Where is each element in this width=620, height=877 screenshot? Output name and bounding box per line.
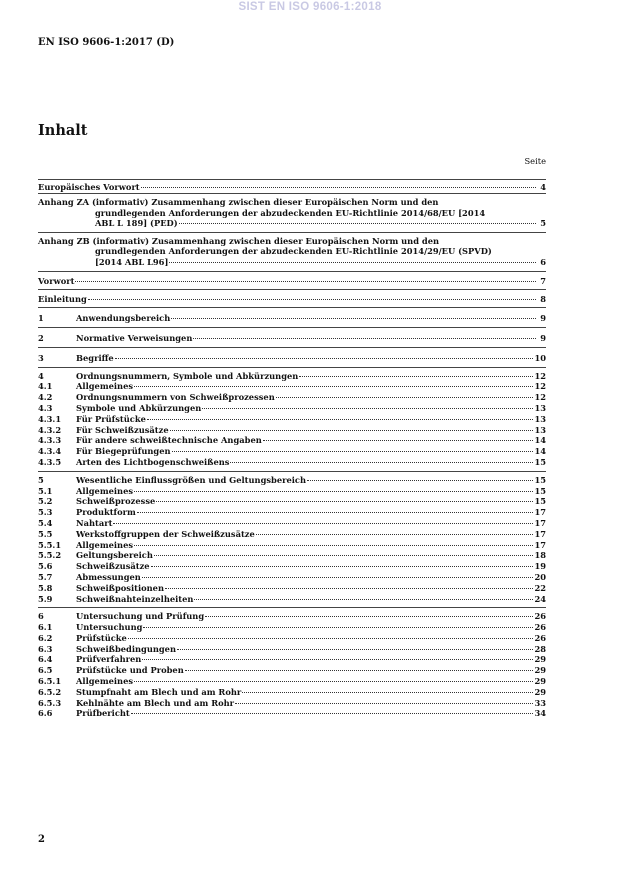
annex-za-line1: Anhang ZA (informativ) Zusammenhang zwischen dieser Europäischen Norm und den [38,197,439,207]
section-title: Schweißprozesse [76,496,156,507]
section-page: 14 [534,435,546,446]
toc-entry[interactable] [38,507,546,518]
section-title: Allgemeines [76,381,134,392]
section-title: Normative Verweisungen [76,332,193,343]
section-page: 29 [534,654,546,665]
section-number: 3 [38,352,44,363]
toc-entry-title: Einleitung [38,293,87,304]
section-page: 20 [534,571,546,582]
toc-entry-title: Europäisches Vorwort [38,182,140,192]
toc-entry[interactable] [38,583,546,594]
section-title: Schweißzusätze [76,561,150,572]
section-title: Für Biegeprüfungen [76,446,171,457]
toc-entry-annex-za[interactable] [38,194,546,229]
section-title: Werkstoffgruppen der Schweißzusätze [76,528,255,539]
toc-entry[interactable] [38,446,546,457]
section-number: 6.2 [38,632,53,643]
toc-entry[interactable] [38,698,546,709]
toc-entry[interactable] [38,475,546,486]
section-number: 5.9 [38,593,53,604]
section-page: 15 [534,496,546,507]
section-number: 4.3.5 [38,456,62,467]
section-title: Für Schweißzusätze [76,424,169,435]
section-page: 26 [534,632,546,643]
section-number: 6.5.3 [38,697,62,708]
toc-entry[interactable] [38,572,546,583]
section-number: 6.3 [38,643,53,654]
section-title: Abmessungen [76,571,141,582]
page-number: 2 [38,834,45,845]
section-page: 14 [534,446,546,457]
section-page: 18 [534,550,546,561]
section-number: 5.6 [38,561,53,572]
section-number: 6.5 [38,665,53,676]
annex-zb-line3: [2014 ABL L96] [95,256,169,267]
section-number: 4.3.2 [38,424,62,435]
section-title: Allgemeines [76,676,134,687]
section-number: 5 [38,474,44,485]
section-title: Untersuchung und Prüfung [76,611,205,622]
annex-zb-line1: Anhang ZB (informativ) Zusammenhang zwischen dieser Europäischen Norm und den [38,235,440,246]
toc-entry[interactable] [38,496,546,507]
toc-entry[interactable] [38,529,546,540]
section-page: 17 [534,539,546,550]
section-title: Prüfstücke [76,632,127,643]
section-title: Untersuchung [76,622,143,633]
section-title: Schweißpositionen [76,582,164,593]
toc-entry-title: Vorwort [38,275,75,286]
section-title: Allgemeines [76,485,134,496]
section-page: 13 [534,402,546,413]
section-number: 6.5.2 [38,686,62,697]
toc-entry[interactable] [38,622,546,633]
annex-zb-page: 6 [540,256,546,267]
section-title: Symbole und Abkürzungen [76,402,202,413]
toc-entry-page: 7 [540,275,546,286]
toc-entry[interactable] [38,550,546,561]
section-title: Begriffe [76,352,114,363]
toc-entry[interactable] [38,381,546,392]
section-page: 9 [540,312,546,323]
toc-entry[interactable] [38,180,546,193]
section-number: 5.2 [38,496,53,507]
toc-block-section-6 [38,608,546,719]
toc-entry[interactable] [38,644,546,655]
section-number: 6.6 [38,708,53,719]
toc-title: Inhalt [38,122,88,139]
section-number: 5.5.1 [38,539,62,550]
toc-entry[interactable] [38,486,546,497]
page-column-label: Seite [524,156,546,166]
section-page: 15 [534,456,546,467]
toc-entry[interactable] [38,272,546,289]
toc-entry[interactable] [38,392,546,403]
section-number: 4.3.1 [38,413,62,424]
section-number: 5.1 [38,485,53,496]
section-title: Prüfverfahren [76,654,142,665]
section-page: 19 [534,561,546,572]
annex-zb-line2: grundlegenden Anforderungen der abzudeckenden EU-Richtlinie 2014/29/EU (SPVD) [95,246,492,257]
section-number: 6.1 [38,622,53,633]
section-page: 15 [534,474,546,485]
section-number: 5.3 [38,507,53,518]
watermark: SIST EN ISO 9606-1:2018 [238,1,382,13]
section-page: 12 [534,392,546,403]
section-title: Ordnungsnummern von Schweißprozessen [76,392,275,403]
section-title: Nahtart [76,517,113,528]
table-of-contents [38,179,546,719]
section-page: 13 [534,413,546,424]
section-page: 17 [534,507,546,518]
section-number: 1 [38,312,44,323]
section-title: Anwendungsbereich [76,312,171,323]
document-id: EN ISO 9606-1:2017 (D) [38,37,175,48]
section-page: 33 [534,697,546,708]
section-number: 5.5.2 [38,550,62,561]
section-page: 9 [540,332,546,343]
section-title: Produktform [76,507,136,518]
section-number: 5.8 [38,582,53,593]
toc-entry[interactable] [38,435,546,446]
toc-entry[interactable] [38,457,546,468]
section-page: 10 [534,352,546,363]
toc-entry[interactable] [38,371,546,382]
toc-block-section-5 [38,472,546,605]
section-title: Für Prüfstücke [76,413,146,424]
toc-entry[interactable] [38,665,546,676]
toc-entry-section-3[interactable] [38,348,546,367]
section-page: 29 [534,686,546,697]
toc-entry-section-1[interactable] [38,308,546,327]
section-number: 4.3.4 [38,446,62,457]
toc-entry[interactable] [38,425,546,436]
section-number: 5.5 [38,528,53,539]
toc-entry[interactable] [38,676,546,687]
section-page: 29 [534,676,546,687]
toc-entry-section-2[interactable] [38,328,546,347]
section-title: Wesentliche Einflussgrößen und Geltungsbereich [76,474,307,485]
toc-entry[interactable] [38,403,546,414]
section-title: Prüfstücke und Proben [76,665,184,676]
section-title: Stumpfnaht am Blech und am Rohr [76,686,242,697]
section-page: 24 [534,593,546,604]
toc-entry[interactable] [38,687,546,698]
annex-za-line2: grundlegenden Anforderungen der abzudeckenden EU-Richtlinie 2014/68/EU [2014 [95,207,486,218]
section-title: Für andere schweißtechnische Angaben [76,435,262,446]
section-page: 17 [534,517,546,528]
section-page: 12 [534,370,546,381]
toc-entry-page: 8 [540,293,546,304]
toc-entry[interactable] [38,611,546,622]
section-number: 4 [38,370,44,381]
section-title: Kehlnähte am Blech und am Rohr [76,697,235,708]
toc-block-section-4 [38,368,546,468]
section-title: Geltungsbereich [76,550,153,561]
section-page: 17 [534,528,546,539]
section-page: 26 [534,622,546,633]
section-page: 22 [534,582,546,593]
section-number: 6.5.1 [38,676,62,687]
section-title: Schweißbedingungen [76,643,176,654]
section-page: 13 [534,424,546,435]
section-title: Ordnungsnummern, Symbole und Abkürzungen [76,370,299,381]
section-title: Allgemeines [76,539,134,550]
section-number: 6.4 [38,654,53,665]
section-number: 5.4 [38,517,53,528]
section-title: Arten des Lichtbogenschweißens [76,456,230,467]
section-number: 4.3.3 [38,435,62,446]
toc-entry[interactable] [38,290,546,307]
annex-za-line3: ABL L 189] (PED) [95,218,178,229]
section-page: 12 [534,381,546,392]
section-page: 34 [534,708,546,719]
section-page: 26 [534,611,546,622]
annex-za-page: 5 [540,218,546,229]
section-number: 6 [38,611,44,622]
section-page: 29 [534,665,546,676]
section-number: 5.7 [38,571,53,582]
section-number: 4.1 [38,381,53,392]
section-number: 4.3 [38,402,53,413]
section-title: Prüfbericht [76,708,130,719]
toc-entry-page: 4 [540,182,546,192]
section-page: 15 [534,485,546,496]
section-number: 2 [38,332,44,343]
toc-entry[interactable] [38,654,546,665]
section-title: Schweißnahteinzelheiten [76,593,194,604]
section-page: 28 [534,643,546,654]
toc-entry[interactable] [38,540,546,551]
toc-entry[interactable] [38,414,546,425]
toc-entry[interactable] [38,633,546,644]
toc-entry[interactable] [38,561,546,572]
section-number: 4.2 [38,392,53,403]
toc-entry[interactable] [38,594,546,605]
toc-entry-annex-zb[interactable] [38,233,546,268]
toc-entry[interactable] [38,708,546,719]
toc-entry[interactable] [38,518,546,529]
